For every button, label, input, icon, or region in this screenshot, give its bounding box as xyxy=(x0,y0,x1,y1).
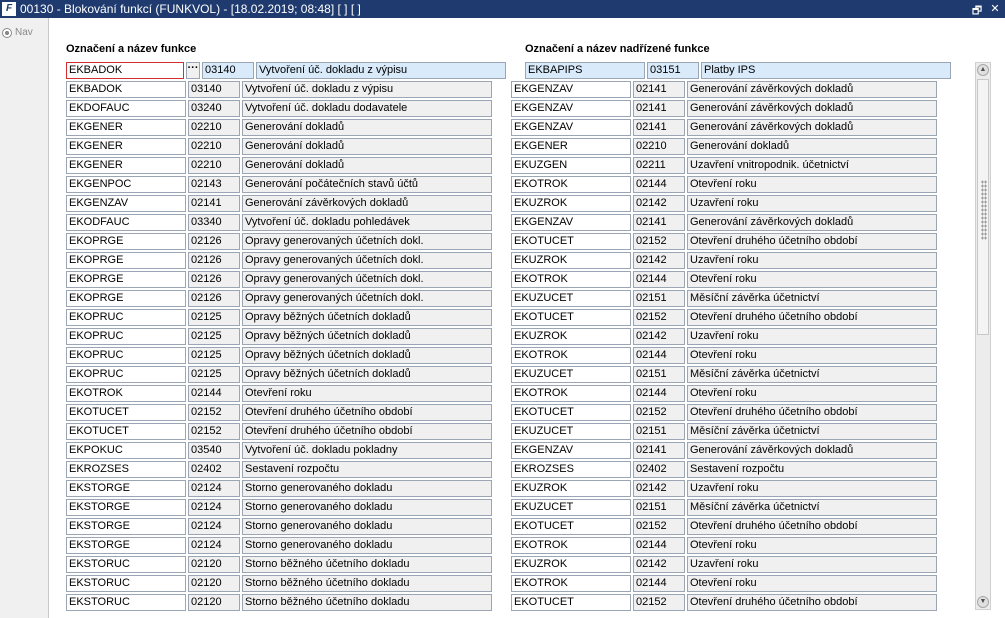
parent-function-name: Otevření druhého účetního období xyxy=(687,309,937,326)
parent-function-name: Měsíční závěrka účetnictví xyxy=(687,499,937,516)
parent-function-number: 02152 xyxy=(633,518,685,535)
parent-function-name: Otevření druhého účetního období xyxy=(687,594,937,611)
parent-function-code-input[interactable]: EKOTROK xyxy=(511,537,631,554)
function-number: 03540 xyxy=(188,442,240,459)
function-number: 03340 xyxy=(188,214,240,231)
function-code-input[interactable]: EKOTROK xyxy=(66,385,186,402)
function-name: Opravy generovaných účetních dokl. xyxy=(242,271,492,288)
parent-function-number: 02152 xyxy=(633,309,685,326)
parent-function-number: 03151 xyxy=(647,62,699,79)
function-name: Generování dokladů xyxy=(242,119,492,136)
parent-function-number: 02152 xyxy=(633,233,685,250)
parent-function-name: Otevření roku xyxy=(687,176,937,193)
parent-function-name: Otevření roku xyxy=(687,575,937,592)
function-code-input[interactable]: EKGENPOC xyxy=(66,176,186,193)
function-code-input[interactable]: EKOPRUC xyxy=(66,366,186,383)
parent-function-code-input[interactable]: EKOTROK xyxy=(511,347,631,364)
restore-window-icon[interactable]: 🗗 xyxy=(971,5,983,17)
parent-function-number: 02141 xyxy=(633,119,685,136)
parent-function-name: Uzavření roku xyxy=(687,556,937,573)
table-row[interactable] xyxy=(66,537,953,556)
parent-function-name: Otevření roku xyxy=(687,537,937,554)
table-row[interactable] xyxy=(66,100,953,119)
table-row[interactable] xyxy=(66,347,953,366)
function-number: 02210 xyxy=(188,138,240,155)
form-area xyxy=(49,18,1005,618)
function-name: Storno generovaného dokladu xyxy=(242,518,492,535)
function-name: Storno generovaného dokladu xyxy=(242,480,492,497)
function-name: Otevření roku xyxy=(242,385,492,402)
function-number: 02124 xyxy=(188,499,240,516)
function-name: Opravy generovaných účetních dokl. xyxy=(242,233,492,250)
parent-function-name: Generování závěrkových dokladů xyxy=(687,442,937,459)
table-row[interactable] xyxy=(66,442,953,461)
function-name: Generování počátečních stavů účtů xyxy=(242,176,492,193)
function-number: 02210 xyxy=(188,157,240,174)
parent-function-number: 02144 xyxy=(633,537,685,554)
function-number: 02125 xyxy=(188,347,240,364)
parent-function-code-input[interactable]: EKROZSES xyxy=(511,461,631,478)
parent-function-name: Generování závěrkových dokladů xyxy=(687,214,937,231)
parent-function-code-input[interactable]: EKOTUCET xyxy=(511,594,631,611)
parent-function-number: 02142 xyxy=(633,480,685,497)
function-code-input[interactable]: EKGENZAV xyxy=(66,195,186,212)
app-logo-icon: F xyxy=(2,2,16,16)
parent-function-code-input[interactable]: EKUZUCET xyxy=(511,423,631,440)
table-row[interactable] xyxy=(66,385,953,404)
function-number: 02126 xyxy=(188,271,240,288)
table-row[interactable] xyxy=(66,195,953,214)
function-name: Otevření druhého účetního období xyxy=(242,423,492,440)
parent-function-number: 02144 xyxy=(633,271,685,288)
parent-function-number: 02152 xyxy=(633,594,685,611)
table-row[interactable] xyxy=(66,252,953,271)
table-row[interactable] xyxy=(66,556,953,575)
parent-function-name: Sestavení rozpočtu xyxy=(687,461,937,478)
vertical-scrollbar[interactable] xyxy=(975,62,991,610)
function-name: Opravy běžných účetních dokladů xyxy=(242,366,492,383)
function-name: Storno běžného účetního dokladu xyxy=(242,575,492,592)
parent-function-code-input[interactable]: EKUZROK xyxy=(511,556,631,573)
function-number: 02126 xyxy=(188,233,240,250)
function-code-input[interactable]: EKOPRUC xyxy=(66,309,186,326)
parent-function-number: 02144 xyxy=(633,575,685,592)
function-number: 02210 xyxy=(188,119,240,136)
close-window-icon[interactable]: ✕ xyxy=(990,3,1000,15)
function-code-input[interactable]: EKOTUCET xyxy=(66,423,186,440)
parent-function-number: 02144 xyxy=(633,176,685,193)
function-name: Storno běžného účetního dokladu xyxy=(242,556,492,573)
table-row[interactable] xyxy=(66,157,953,176)
function-code-input[interactable]: EKOPRGE xyxy=(66,233,186,250)
parent-function-code-input[interactable]: EKOTROK xyxy=(511,575,631,592)
function-code-input[interactable]: EKDOFAUC xyxy=(66,100,186,117)
function-name: Opravy běžných účetních dokladů xyxy=(242,328,492,345)
function-code-input[interactable]: EKSTORGE xyxy=(66,499,186,516)
function-code-input[interactable]: EKODFAUC xyxy=(66,214,186,231)
function-number: 02120 xyxy=(188,594,240,611)
function-name: Generování závěrkových dokladů xyxy=(242,195,492,212)
parent-function-code-input[interactable]: EKUZROK xyxy=(511,195,631,212)
function-code-input[interactable]: EKBADOK xyxy=(66,81,186,98)
function-name: Storno běžného účetního dokladu xyxy=(242,594,492,611)
table-row[interactable] xyxy=(66,233,953,252)
function-number: 02125 xyxy=(188,328,240,345)
left-column-heading: Označení a název funkce xyxy=(66,43,197,55)
parent-function-number: 02141 xyxy=(633,442,685,459)
function-code-input[interactable]: EKOPRGE xyxy=(66,271,186,288)
parent-function-number: 02211 xyxy=(633,157,685,174)
function-number: 02120 xyxy=(188,575,240,592)
parent-function-name: Uzavření vnitropodnik. účetnictví xyxy=(687,157,937,174)
function-name: Otevření druhého účetního období xyxy=(242,404,492,421)
function-name: Vytvoření úč. dokladu z výpisu xyxy=(256,62,506,79)
table-row[interactable] xyxy=(66,271,953,290)
function-code-input[interactable]: EKGENER xyxy=(66,138,186,155)
function-code-input[interactable]: EKSTORUC xyxy=(66,556,186,573)
function-number: 02120 xyxy=(188,556,240,573)
parent-function-code-input[interactable]: EKUZUCET xyxy=(511,290,631,307)
function-code-input[interactable]: EKSTORGE xyxy=(66,480,186,497)
function-name: Opravy běžných účetních dokladů xyxy=(242,347,492,364)
parent-function-code-input[interactable]: EKBAPIPS xyxy=(525,62,645,79)
function-name: Vytvoření úč. dokladu pokladny xyxy=(242,442,492,459)
parent-function-code-input[interactable]: EKGENZAV xyxy=(511,119,631,136)
function-name: Storno generovaného dokladu xyxy=(242,499,492,516)
title-bar xyxy=(0,0,1005,18)
parent-function-name: Měsíční závěrka účetnictví xyxy=(687,290,937,307)
function-number: 02126 xyxy=(188,290,240,307)
table-row[interactable] xyxy=(66,176,953,195)
parent-function-number: 02151 xyxy=(633,499,685,516)
scroll-thumb[interactable] xyxy=(977,79,989,335)
parent-function-code-input[interactable]: EKGENZAV xyxy=(511,214,631,231)
nav-label: Nav xyxy=(15,27,33,38)
table-row[interactable] xyxy=(66,461,953,480)
function-number: 03240 xyxy=(188,100,240,117)
function-code-input[interactable]: EKGENER xyxy=(66,119,186,136)
function-number: 03140 xyxy=(202,62,254,79)
parent-function-code-input[interactable]: EKOTROK xyxy=(511,385,631,402)
window-title: 00130 - Blokování funkcí (FUNKVOL) - [18.02.2019; 08:48] [ ] [ ] xyxy=(20,2,361,16)
parent-function-code-input[interactable]: EKUZROK xyxy=(511,252,631,269)
parent-function-name: Uzavření roku xyxy=(687,328,937,345)
table-row[interactable] xyxy=(66,499,953,518)
table-row[interactable] xyxy=(66,81,953,100)
function-name: Opravy generovaných účetních dokl. xyxy=(242,252,492,269)
parent-function-number: 02402 xyxy=(633,461,685,478)
function-code-input[interactable]: EKBADOK xyxy=(66,62,184,79)
parent-function-name: Uzavření roku xyxy=(687,195,937,212)
parent-function-number: 02144 xyxy=(633,347,685,364)
function-name: Vytvoření úč. dokladu dodavatele xyxy=(242,100,492,117)
parent-function-code-input[interactable]: EKGENZAV xyxy=(511,100,631,117)
parent-function-name: Otevření druhého účetního období xyxy=(687,404,937,421)
parent-function-number: 02141 xyxy=(633,100,685,117)
parent-function-code-input[interactable]: EKUZGEN xyxy=(511,157,631,174)
function-number: 02141 xyxy=(188,195,240,212)
function-code-input[interactable]: EKOTUCET xyxy=(66,404,186,421)
parent-function-name: Generování závěrkových dokladů xyxy=(687,119,937,136)
parent-function-code-input[interactable]: EKOTUCET xyxy=(511,518,631,535)
parent-function-code-input[interactable]: EKOTUCET xyxy=(511,404,631,421)
table-row[interactable] xyxy=(66,423,953,442)
parent-function-code-input[interactable]: EKGENZAV xyxy=(511,81,631,98)
function-number: 02125 xyxy=(188,366,240,383)
parent-function-name: Platby IPS xyxy=(701,62,951,79)
parent-function-name: Měsíční závěrka účetnictví xyxy=(687,423,937,440)
parent-function-code-input[interactable]: EKGENZAV xyxy=(511,442,631,459)
right-column-heading: Označení a název nadřízené funkce xyxy=(525,43,710,55)
function-number: 02152 xyxy=(188,423,240,440)
scroll-down-icon[interactable]: ▼ xyxy=(977,596,989,608)
function-code-input[interactable]: EKSTORUC xyxy=(66,594,186,611)
parent-function-code-input[interactable]: EKUZROK xyxy=(511,480,631,497)
function-number: 02143 xyxy=(188,176,240,193)
parent-function-name: Otevření druhého účetního období xyxy=(687,233,937,250)
parent-function-code-input[interactable]: EKUZUCET xyxy=(511,499,631,516)
scroll-up-icon[interactable]: ▲ xyxy=(977,64,989,76)
parent-function-name: Otevření roku xyxy=(687,271,937,288)
function-number: 02124 xyxy=(188,518,240,535)
function-code-input[interactable]: EKSTORGE xyxy=(66,537,186,554)
function-table xyxy=(66,62,953,613)
function-number: 02126 xyxy=(188,252,240,269)
parent-function-code-input[interactable]: EKUZUCET xyxy=(511,366,631,383)
function-code-input[interactable]: EKOPRUC xyxy=(66,347,186,364)
function-name: Vytvoření úč. dokladu pohledávek xyxy=(242,214,492,231)
parent-function-code-input[interactable]: EKOTUCET xyxy=(511,309,631,326)
parent-function-name: Generování závěrkových dokladů xyxy=(687,100,937,117)
function-name: Opravy běžných účetních dokladů xyxy=(242,309,492,326)
function-number: 02125 xyxy=(188,309,240,326)
function-number: 02144 xyxy=(188,385,240,402)
function-code-input[interactable]: EKOPRUC xyxy=(66,328,186,345)
parent-function-number: 02151 xyxy=(633,290,685,307)
table-row[interactable] xyxy=(66,518,953,537)
function-number: 02124 xyxy=(188,480,240,497)
table-row[interactable] xyxy=(66,138,953,157)
parent-function-code-input[interactable]: EKGENER xyxy=(511,138,631,155)
parent-function-name: Otevření druhého účetního období xyxy=(687,518,937,535)
nav-button[interactable] xyxy=(2,27,33,38)
function-code-input[interactable]: EKOPRGE xyxy=(66,290,186,307)
parent-function-code-input[interactable]: EKOTUCET xyxy=(511,233,631,250)
parent-function-name: Uzavření roku xyxy=(687,480,937,497)
table-row[interactable] xyxy=(66,480,953,499)
parent-function-number: 02151 xyxy=(633,423,685,440)
parent-function-name: Generování závěrkových dokladů xyxy=(687,81,937,98)
left-toolbar xyxy=(0,18,49,618)
function-code-input[interactable]: EKPOKUC xyxy=(66,442,186,459)
parent-function-number: 02142 xyxy=(633,195,685,212)
table-row[interactable] xyxy=(66,119,953,138)
parent-function-name: Otevření roku xyxy=(687,385,937,402)
function-name: Storno generovaného dokladu xyxy=(242,537,492,554)
table-row[interactable] xyxy=(66,575,953,594)
function-code-input[interactable]: EKOPRGE xyxy=(66,252,186,269)
function-name: Vytvoření úč. dokladu z výpisu xyxy=(242,81,492,98)
table-row[interactable] xyxy=(66,328,953,347)
function-name: Sestavení rozpočtu xyxy=(242,461,492,478)
parent-function-code-input[interactable]: EKUZROK xyxy=(511,328,631,345)
function-code-input[interactable]: EKSTORGE xyxy=(66,518,186,535)
parent-function-code-input[interactable]: EKOTROK xyxy=(511,271,631,288)
function-number: 02124 xyxy=(188,537,240,554)
parent-function-name: Uzavření roku xyxy=(687,252,937,269)
table-row[interactable] xyxy=(66,594,953,613)
table-row[interactable] xyxy=(66,309,953,328)
parent-function-name: Otevření roku xyxy=(687,347,937,364)
parent-function-number: 02141 xyxy=(633,81,685,98)
parent-function-number: 02151 xyxy=(633,366,685,383)
function-code-input[interactable]: EKSTORUC xyxy=(66,575,186,592)
function-code-input[interactable]: EKROZSES xyxy=(66,461,186,478)
function-number: 02402 xyxy=(188,461,240,478)
parent-function-number: 02141 xyxy=(633,214,685,231)
parent-function-number: 02142 xyxy=(633,252,685,269)
parent-function-number: 02152 xyxy=(633,404,685,421)
table-row[interactable] xyxy=(66,404,953,423)
table-row[interactable] xyxy=(66,62,953,81)
parent-function-number: 02142 xyxy=(633,328,685,345)
function-number: 03140 xyxy=(188,81,240,98)
lookup-button[interactable]: ··· xyxy=(186,62,200,79)
function-code-input[interactable]: EKGENER xyxy=(66,157,186,174)
function-name: Generování dokladů xyxy=(242,138,492,155)
parent-function-number: 02210 xyxy=(633,138,685,155)
radio-icon xyxy=(2,28,12,38)
table-row[interactable] xyxy=(66,214,953,233)
function-name: Generování dokladů xyxy=(242,157,492,174)
parent-function-number: 02142 xyxy=(633,556,685,573)
parent-function-code-input[interactable]: EKOTROK xyxy=(511,176,631,193)
table-row[interactable] xyxy=(66,366,953,385)
function-name: Opravy generovaných účetních dokl. xyxy=(242,290,492,307)
parent-function-name: Generování dokladů xyxy=(687,138,937,155)
table-row[interactable] xyxy=(66,290,953,309)
parent-function-number: 02144 xyxy=(633,385,685,402)
parent-function-name: Měsíční závěrka účetnictví xyxy=(687,366,937,383)
function-number: 02152 xyxy=(188,404,240,421)
